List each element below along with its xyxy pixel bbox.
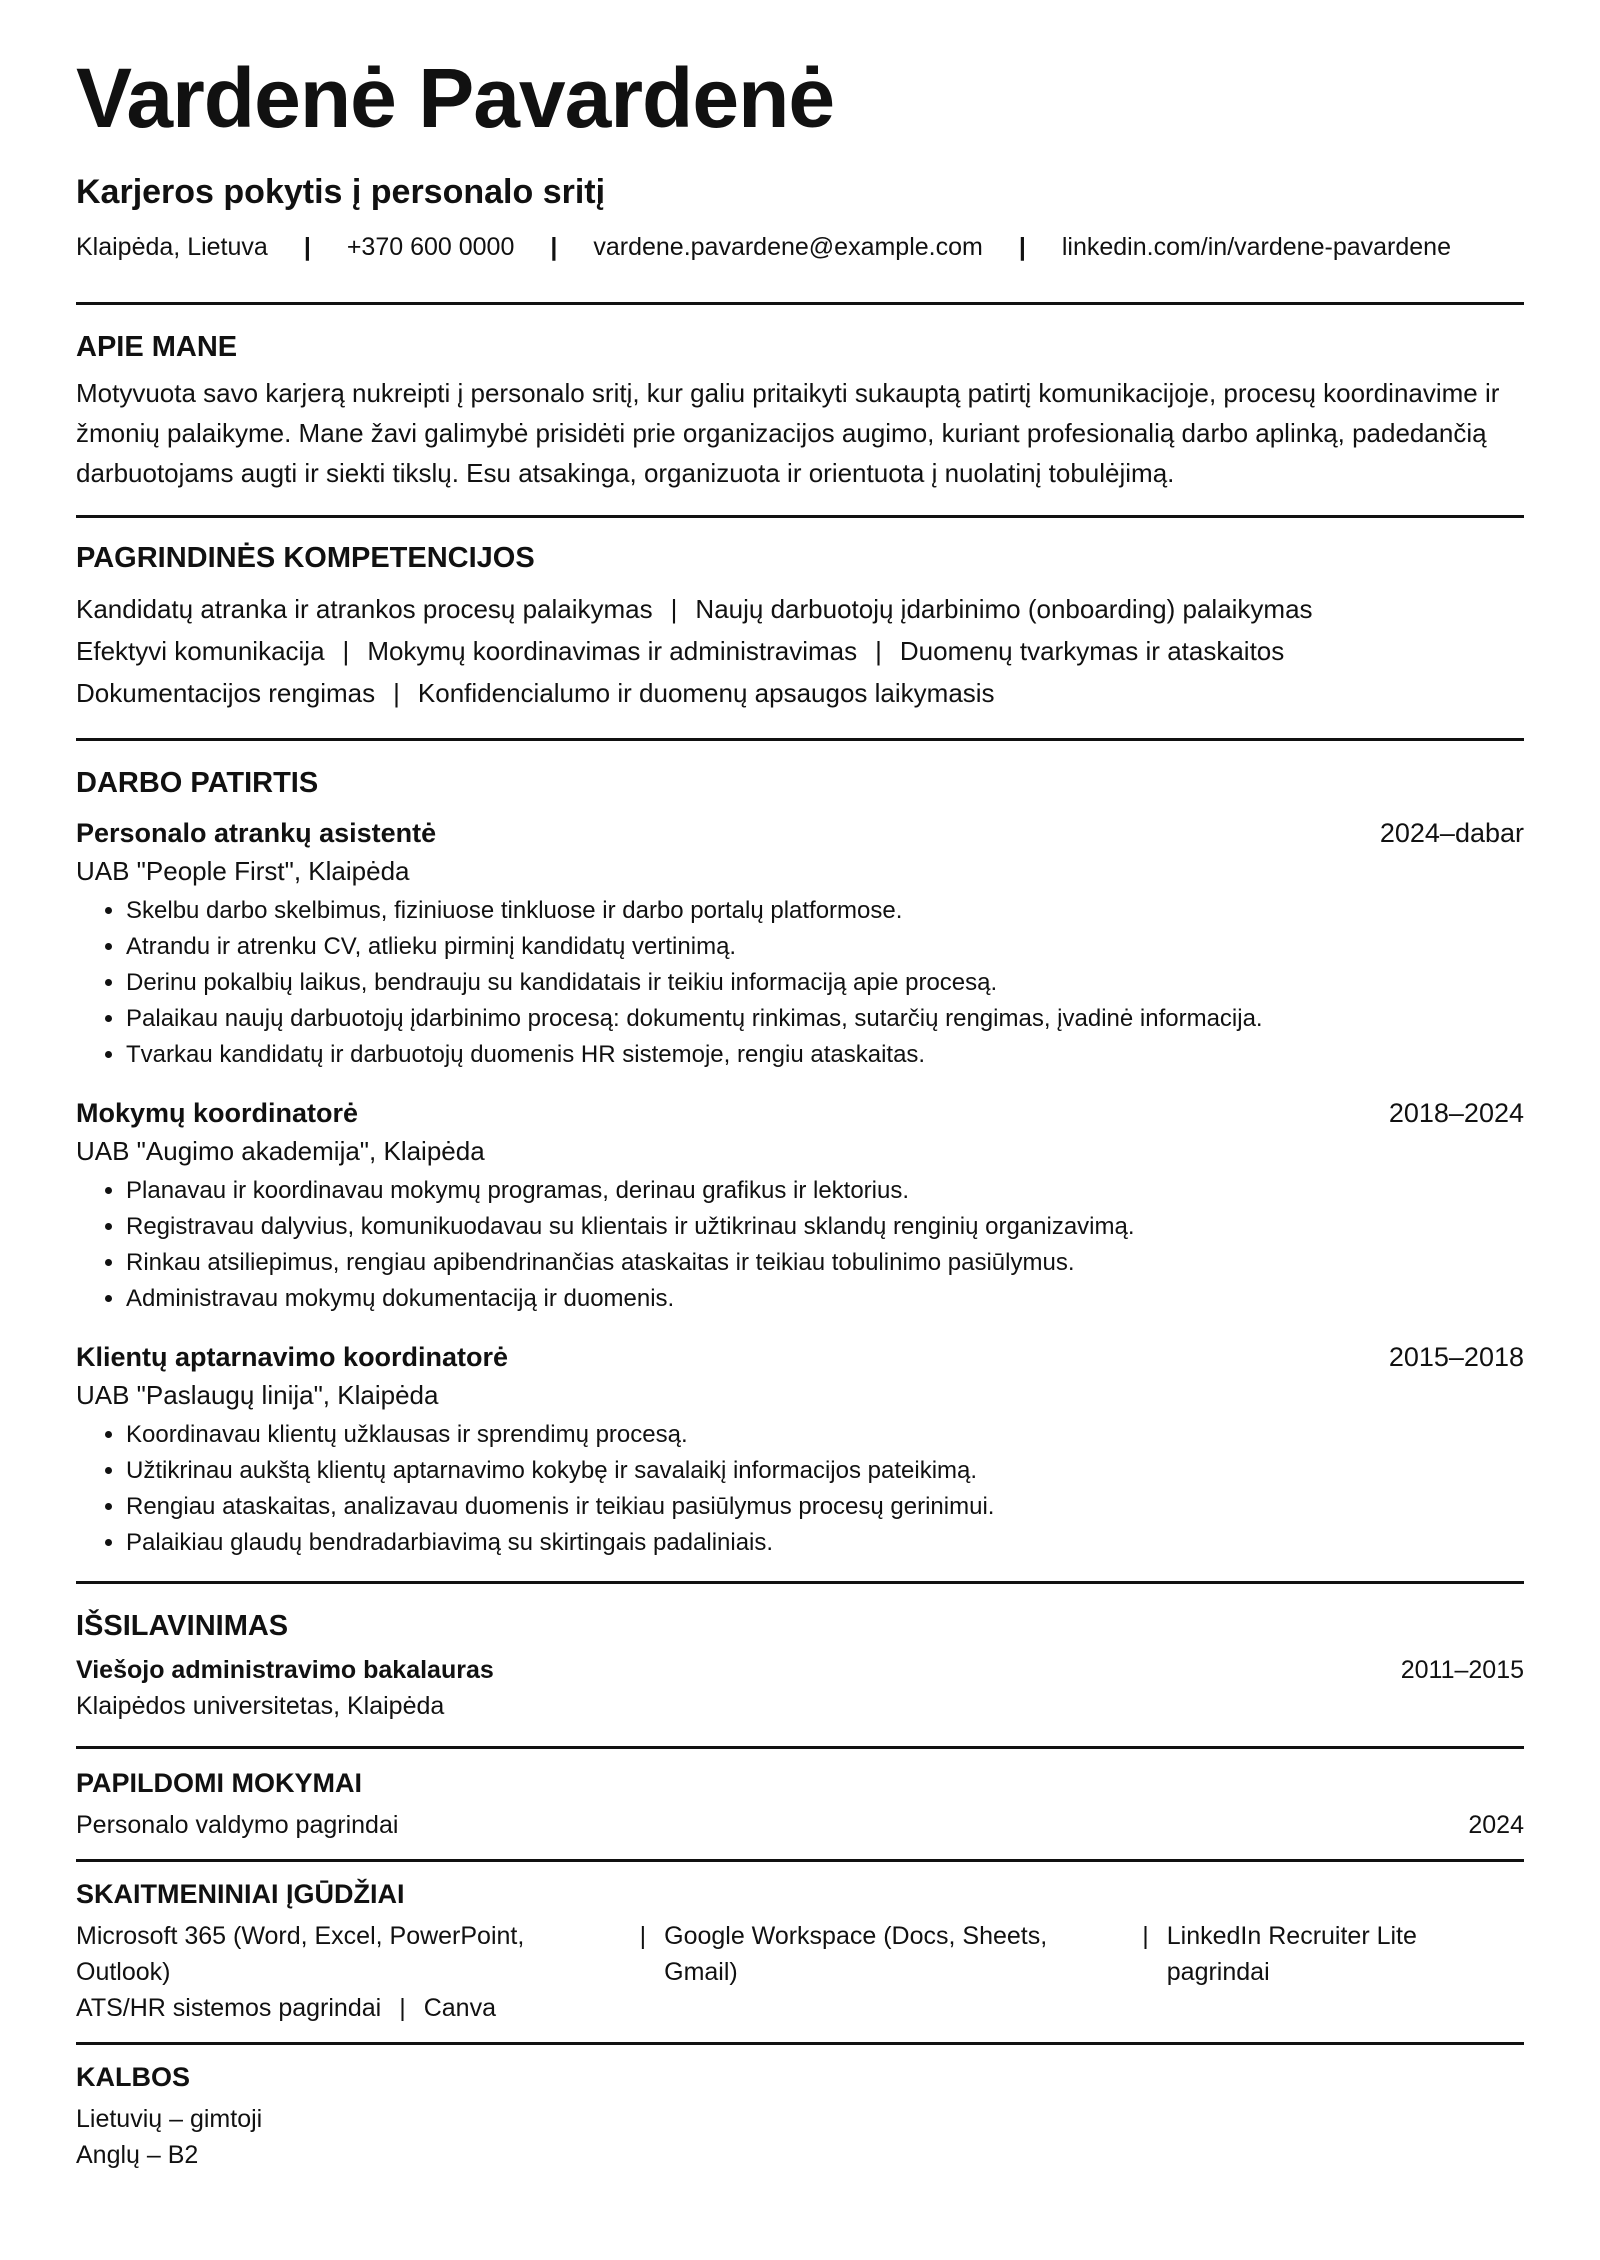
job-duty: • Derinu pokalbių laikus, bendrauju su kandidatais ir teikiu informaciją apie procesą. — [126, 965, 1524, 1001]
contact-separator: | — [550, 233, 558, 261]
contact-separator: | — [303, 233, 311, 261]
training-section — [76, 1765, 1524, 1843]
skills-line — [76, 1918, 1524, 1990]
competency-separator: | — [342, 636, 350, 666]
contact-location: Klaipėda, Lietuva — [76, 233, 268, 261]
job-period: 2015–2018 — [1388, 1342, 1524, 1372]
job-duty: • Atrandu ir atrenku CV, atlieku pirminį kandidatų vertinimą. — [126, 929, 1524, 965]
training-course: Personalo valdymo pagrindai — [76, 1811, 399, 1839]
job-period: 2018–2024 — [1388, 1098, 1524, 1128]
section-title-experience: DARBO PATIRTIS — [76, 767, 319, 799]
skill-item: Google Workspace (Docs, Sheets, Gmail) — [664, 1922, 1048, 1986]
section-title-digital-skills: SKAITMENINIAI ĮGŪDŽIAI — [76, 1879, 405, 1909]
competency-item: Naujų darbuotojų įdarbinimo (onboarding) palaikymas — [695, 594, 1313, 624]
job-duty: • Koordinavau klientų užklausas ir sprendimų procesą. — [126, 1417, 1524, 1453]
job-duty: • Rengiau ataskaitas, analizavau duomenis ir teikiau pasiūlymus procesų gerinimui. — [126, 1489, 1524, 1525]
skill-item: LinkedIn Recruiter Lite pagrindai — [1166, 1922, 1417, 1986]
section-title-languages: KALBOS — [76, 2062, 190, 2092]
job-title: Klientų aptarnavimo koordinatorė — [76, 1342, 509, 1372]
career-headline: Karjeros pokytis į personalo sritį — [76, 173, 606, 211]
skill-item: ATS/HR sistemos pagrindai — [76, 1994, 382, 2022]
section-divider — [76, 515, 1524, 518]
job-duty: • Užtikrinau aukštą klientų aptarnavimo kokybę ir savalaikį informacijos pateikimą. — [126, 1453, 1524, 1489]
job-header — [76, 1095, 1524, 1131]
language-item: Anglų – B2 — [76, 2141, 199, 2169]
education-degree: Viešojo administravimo bakalauras — [76, 1656, 494, 1684]
skill-separator: | — [639, 1922, 647, 1950]
training-row — [76, 1807, 1524, 1843]
contact-phone: +370 600 0000 — [346, 233, 515, 261]
competency-item: Kandidatų atranka ir atrankos procesų palaikymas — [76, 594, 653, 624]
experience-section — [76, 765, 1524, 1561]
job-company: UAB "Paslaugų linija", Klaipėda — [76, 1380, 439, 1410]
section-title-training: PAPILDOMI MOKYMAI — [76, 1768, 362, 1798]
competency-item: Duomenų tvarkymas ir ataskaitos — [899, 636, 1285, 666]
section-title-competencies: PAGRINDINĖS KOMPETENCIJOS — [76, 542, 535, 574]
job-entry — [76, 1095, 1524, 1317]
job-entry — [76, 1339, 1524, 1561]
about-section — [76, 329, 1524, 493]
training-year: 2024 — [1468, 1811, 1524, 1839]
competencies-list — [76, 588, 1524, 714]
competency-separator: | — [393, 678, 400, 708]
competency-item: Dokumentacijos rengimas — [76, 678, 376, 708]
competency-item: Konfidencialumo ir duomenų apsaugos laikymasis — [417, 678, 995, 708]
skills-line — [76, 1990, 1524, 2026]
section-title-about: APIE MANE — [76, 331, 238, 363]
job-company: UAB "Augimo akademija", Klaipėda — [76, 1136, 485, 1166]
digital-skills-section — [76, 1876, 1524, 2026]
about-text: Motyvuota savo karjerą nukreipti į personalo sritį, kur galiu pritaikyti sukauptą patirtį komunikacijoje, procesų koordinavime ir žmonių palaikyme. Mane žavi galimybė prisidėti prie organizacijos augimo, kuriant profesionalią darbo aplinką, padedančią darbuotojams augti ir siekti tikslų. Esu atsakinga, organizuota ir orientuota į nuolatinį tobulėjimą. — [76, 378, 1500, 488]
education-period: 2011–2015 — [1400, 1656, 1524, 1684]
contact-linkedin: linkedin.com/in/vardene-pavardene — [1061, 233, 1451, 261]
competency-line — [76, 630, 1524, 672]
job-duty: • Skelbu darbo skelbimus, fiziniuose tinkluose ir darbo portalų platformose. — [126, 893, 1524, 929]
competency-line — [76, 588, 1524, 630]
job-duty: • Palaikiau glaudų bendradarbiavimą su skirtingais padaliniais. — [126, 1525, 1524, 1561]
skill-item: Canva — [423, 1994, 496, 2022]
section-divider — [76, 738, 1524, 741]
competency-separator: | — [875, 636, 882, 666]
job-duties — [76, 1417, 1524, 1561]
job-period: 2024–dabar — [1379, 818, 1524, 848]
job-duty: • Planavau ir koordinavau mokymų programas, derinau grafikus ir lektorius. — [126, 1173, 1524, 1209]
job-entry — [76, 815, 1524, 1073]
job-duty: • Registravau dalyvius, komunikuodavau su klientais ir užtikrinau sklandų renginių organizavimą. — [126, 1209, 1524, 1245]
section-title-education: IŠSILAVINIMAS — [76, 1610, 289, 1642]
competency-line — [76, 672, 1524, 714]
job-header — [76, 815, 1524, 851]
job-duties — [76, 893, 1524, 1073]
contact-separator: | — [1018, 233, 1026, 261]
education-row — [76, 1652, 1524, 1688]
section-divider — [76, 1859, 1524, 1862]
section-divider — [76, 302, 1524, 305]
skill-separator: | — [399, 1994, 406, 2022]
job-duty: • Administravau mokymų dokumentaciją ir duomenis. — [126, 1281, 1524, 1317]
competency-item: Mokymų koordinavimas ir administravimas — [367, 636, 858, 666]
resume-page — [76, 48, 1524, 2173]
job-duties — [76, 1173, 1524, 1317]
job-title: Personalo atrankų asistentė — [76, 818, 437, 848]
job-title: Mokymų koordinatorė — [76, 1098, 359, 1128]
competency-item: Efektyvi komunikacija — [76, 636, 325, 666]
languages-section — [76, 2059, 1524, 2173]
job-duty: • Rinkau atsiliepimus, rengiau apibendrinančias ataskaitas ir teikiau tobulinimo pasiūlymus. — [126, 1245, 1524, 1281]
language-item: Lietuvių – gimtoji — [76, 2105, 263, 2133]
section-divider — [76, 1581, 1524, 1584]
job-header — [76, 1339, 1524, 1375]
job-duty: • Tvarkau kandidatų ir darbuotojų duomenis HR sistemoje, rengiu ataskaitas. — [126, 1037, 1524, 1073]
education-section — [76, 1608, 1524, 1724]
competency-separator: | — [670, 594, 678, 624]
section-divider — [76, 1746, 1524, 1749]
candidate-name: Vardenė Pavardenė — [76, 51, 835, 145]
contact-email: vardene.pavardene@example.com — [593, 233, 983, 261]
skill-item: Microsoft 365 (Word, Excel, PowerPoint, Outlook) — [76, 1922, 525, 1986]
contact-line — [76, 230, 1524, 264]
job-company: UAB "People First", Klaipėda — [76, 856, 410, 886]
job-duty: • Palaikau naujų darbuotojų įdarbinimo procesą: dokumentų rinkimas, sutarčių rengimas, įvadinė informacija. — [126, 1001, 1524, 1037]
section-divider — [76, 2042, 1524, 2045]
skill-separator: | — [1142, 1922, 1149, 1950]
education-school: Klaipėdos universitetas, Klaipėda — [76, 1692, 445, 1720]
competencies-section — [76, 540, 1524, 714]
